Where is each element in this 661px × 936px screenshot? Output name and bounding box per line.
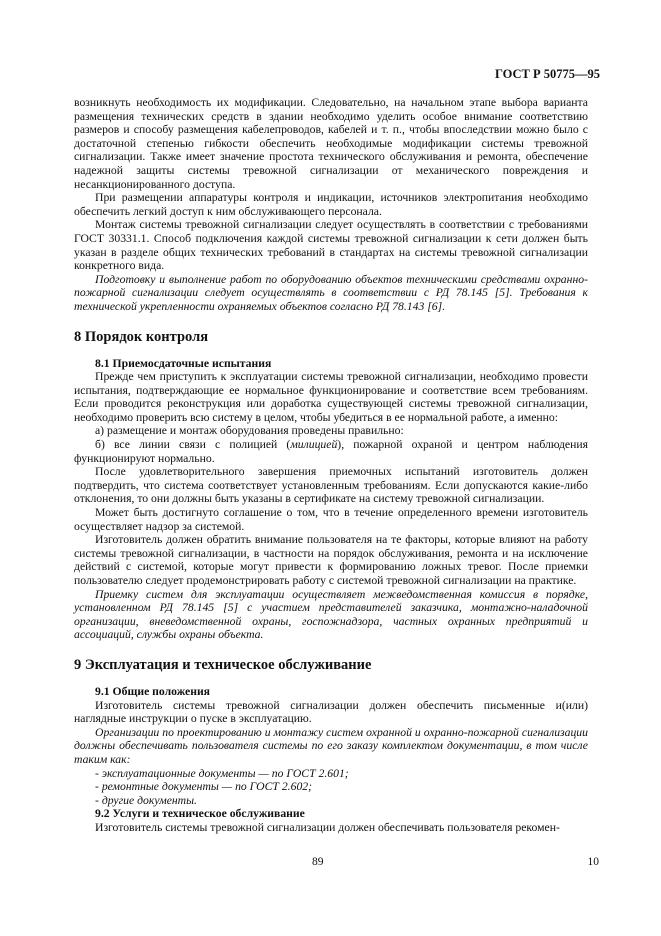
italic-note: Приемку систем для эксплуатации осуществляет межведомственная комиссия в порядке, установленном РД 78.145 [5] с участием представителей заказчика, монтажно-наладочной организации, вневедомственной охраны, госпожнадзора, частных охранных предприятий и ассоциаций, службы охраны объекта. (74, 587, 588, 642)
list-item: - эксплуатационные документы — по ГОСТ 2.601; (95, 766, 349, 780)
text-run: б) все линии связи с полицией ( (95, 438, 291, 452)
paragraph: Изготовитель системы тревожной сигнализации должен обеспечить письменные и(или) наглядные инструкции о пуске в эксплуатацию. (74, 698, 588, 726)
paragraph: Прежде чем приступить к эксплуатации системы тревожной сигнализации, необходимо провести испытания, подтверждающие ее нормальное функционирование и соответствие всем требованиям. Если проводится реконструкция или доработка существующей системы тревожной сигнализации, необходимо проверить всю систему в целом, чтобы убедиться в ее нормальной работе, а именно: (74, 370, 588, 424)
sheet-number: 10 (587, 856, 599, 868)
document-header: ГОСТ Р 50775—95 (494, 67, 600, 81)
italic-note: Подготовку и выполнение работ по оборудованию объектов техническими средствами охранно-пожарной сигнализации следует осуществлять в соответствии с РД 78.145 [5]. Требования к технической укрепленности охраняемых объектов согласно РД 78.143 [6]. (74, 272, 588, 313)
paragraph: Может быть достигнуто соглашение о том, что в течение определенного времени изготовитель осуществляет надзор за системой. (74, 506, 588, 533)
section-9-heading: 9 Эксплуатация и техническое обслуживание (74, 656, 372, 673)
text-run: ), пожарной охраной и центром наблюдения функционируют нормально. (74, 438, 588, 465)
paragraph: Изготовитель системы тревожной сигнализации должен обеспечивать пользователя рекомен- (95, 820, 560, 834)
page-number: 89 (312, 856, 324, 868)
paragraph: После удовлетворительного завершения приемочных испытаний изготовитель должен подтвердить, что система соответствует установленным требованиям. Если допускаются какие-либо отклонения, то они должны быть указаны в сертификате на систему тревожной сигнализации. (74, 465, 588, 506)
italic-note: Организации по проектированию и монтажу систем охранной и охранно-пожарной сигнализации должны обеспечивать пользователя системы по его заказу комплектом документации, в том числе таким как: (74, 725, 588, 766)
paragraph: Монтаж системы тревожной сигнализации следует осуществлять в соответствии с требованиями ГОСТ 30331.1. Способ подключения каждой системы тревожной сигнализации к сети должен быть указан в разделе общих технических требований в стандартах на системы тревожной сигнализации конкретного вида. (74, 218, 588, 273)
text-run-italic: милицией (290, 438, 338, 452)
paragraph: Изготовитель должен обратить внимание пользователя на те факторы, которые влияют на работу системы тревожной сигнализации, в частности на порядок обслуживания, ремонта и на исключение действий с системой, которые могут привести к формированию ложных тревог. После приемки пользователю следует продемонстрировать работу с системой тревожной сигнализации на практике. (74, 533, 588, 587)
subsection-9-2-heading: 9.2 Услуги и техническое обслуживание (95, 807, 305, 821)
list-item: - ремонтные документы — по ГОСТ 2.602; (95, 780, 313, 794)
list-item: а) размещение и монтаж оборудования проведены правильно: (95, 424, 404, 438)
list-item: - другие документы. (95, 793, 197, 807)
paragraph: возникнуть необходимость их модификации. Следовательно, на начальном этапе выбора варианта размещения технических средств в здании необходимо уделить особое внимание соответствию размеров и способу размещения кабелепроводов, кабелей и т. п., чтобы впоследствии можно было с достаточной степенью гибкости обеспечить необходимые модификации системы тревожной сигнализации. Также имеет значение простота технического обслуживания и ремонта, обеспечение надежной защиты системы тревожной сигнализации от механического повреждения и несанкционированного доступа. (74, 96, 588, 191)
section-8-heading: 8 Порядок контроля (74, 328, 209, 345)
subsection-8-1-heading: 8.1 Приемосдаточные испытания (95, 356, 272, 370)
document-body (74, 96, 588, 835)
list-item (74, 438, 588, 465)
paragraph: При размещении аппаратуры контроля и индикации, источников электропитания необходимо обеспечить легкий доступ к ним обслуживающего персонала. (74, 191, 588, 218)
subsection-9-1-heading: 9.1 Общие положения (95, 684, 211, 698)
